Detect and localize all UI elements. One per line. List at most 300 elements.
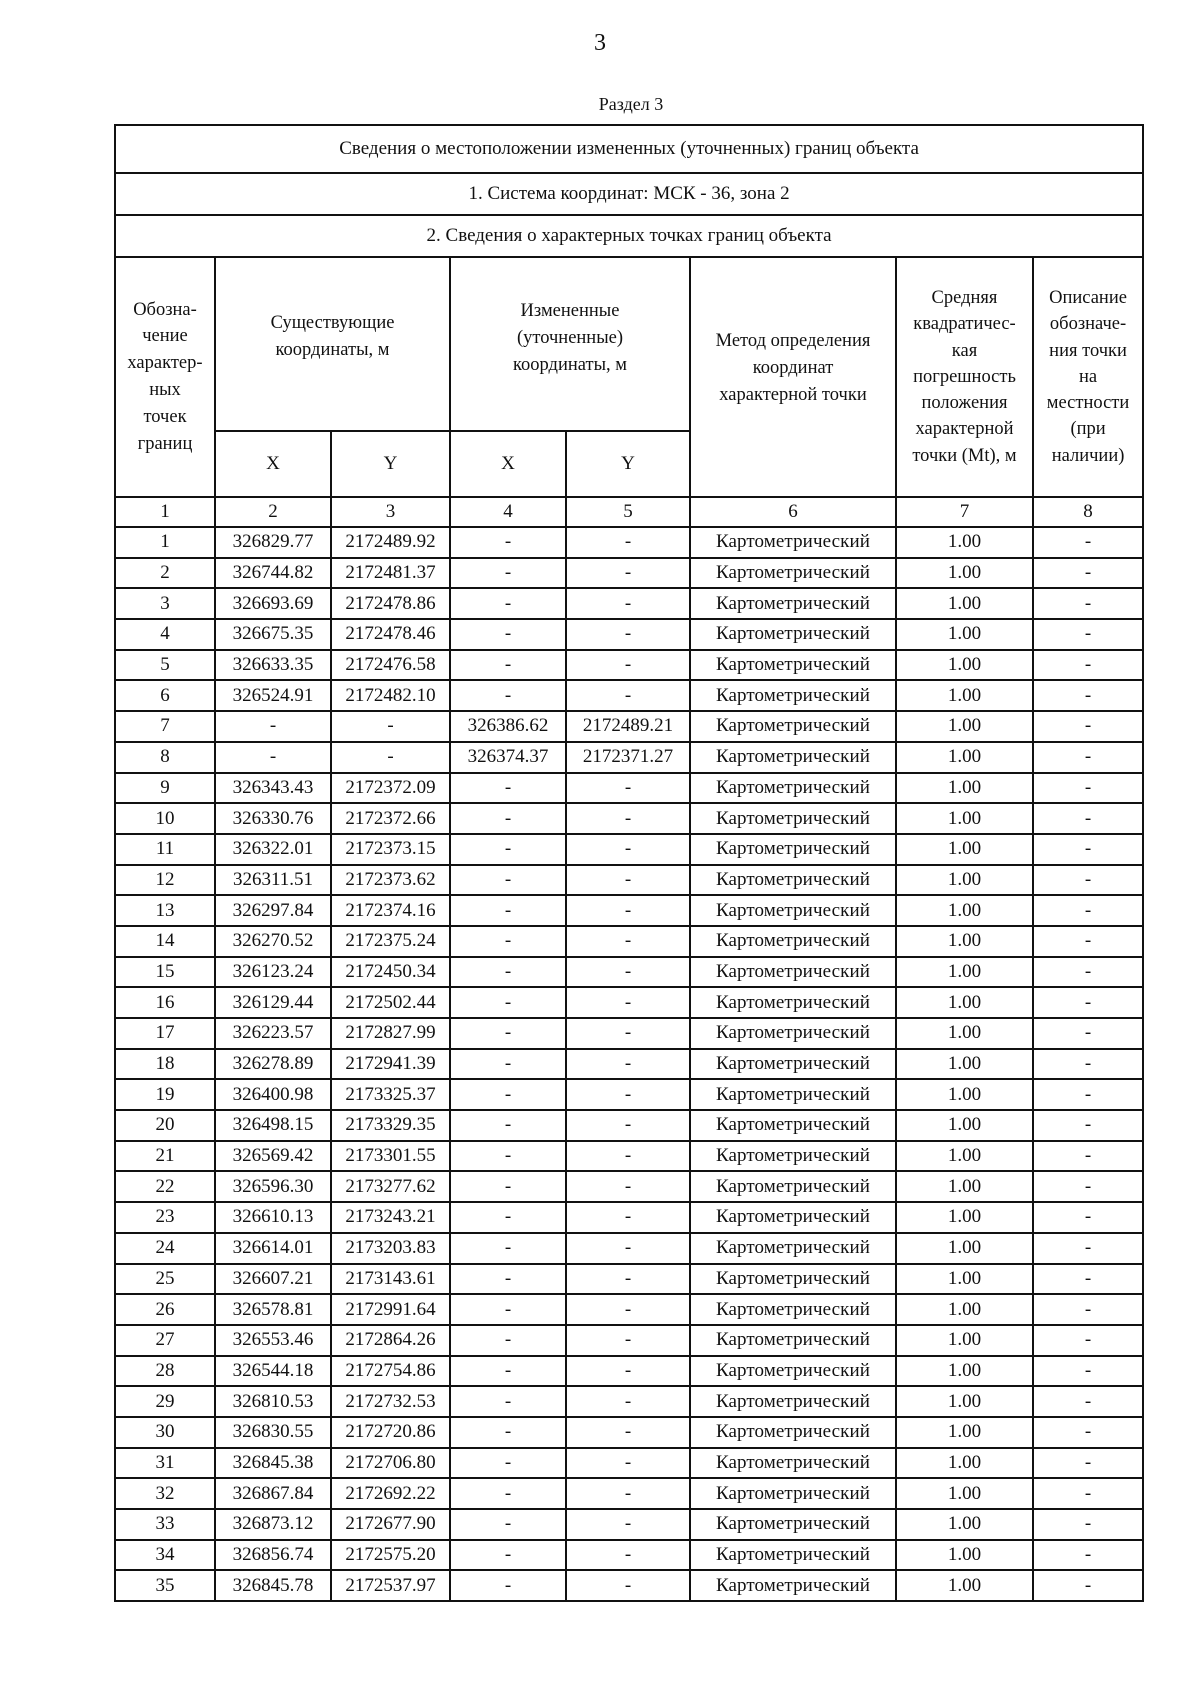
description-cell: - xyxy=(1033,1018,1143,1049)
table-row xyxy=(115,865,1143,896)
accuracy-cell: 1.00 xyxy=(896,1141,1033,1172)
column-number-row xyxy=(115,497,1143,527)
changed-y-cell: - xyxy=(566,1079,690,1110)
method-cell: Картометрический xyxy=(690,834,896,865)
accuracy-cell: 1.00 xyxy=(896,773,1033,804)
existing-x-cell: 326544.18 xyxy=(215,1356,331,1387)
accuracy-cell: 1.00 xyxy=(896,1478,1033,1509)
point-number-cell: 20 xyxy=(115,1110,215,1141)
changed-y-cell: - xyxy=(566,1294,690,1325)
changed-x-cell: - xyxy=(450,987,566,1018)
existing-y-cell: 2173243.21 xyxy=(331,1202,450,1233)
table-row xyxy=(115,895,1143,926)
changed-x-cell: - xyxy=(450,1110,566,1141)
accuracy-cell: 1.00 xyxy=(896,803,1033,834)
existing-y-cell: 2172372.09 xyxy=(331,773,450,804)
description-cell: - xyxy=(1033,895,1143,926)
table-row xyxy=(115,1356,1143,1387)
existing-x-cell: 326845.38 xyxy=(215,1448,331,1479)
changed-y-cell: - xyxy=(566,1171,690,1202)
table-row xyxy=(115,987,1143,1018)
existing-y-cell: 2173325.37 xyxy=(331,1079,450,1110)
column-number-cell: 5 xyxy=(566,497,690,527)
point-number-cell: 25 xyxy=(115,1264,215,1295)
existing-x-cell: 326856.74 xyxy=(215,1540,331,1571)
changed-y-cell: - xyxy=(566,1356,690,1387)
method-cell: Картометрический xyxy=(690,1356,896,1387)
existing-y-cell: 2172575.20 xyxy=(331,1540,450,1571)
point-number-cell: 30 xyxy=(115,1417,215,1448)
existing-y-cell: 2172478.86 xyxy=(331,588,450,619)
accuracy-cell: 1.00 xyxy=(896,588,1033,619)
existing-y-cell: 2172374.16 xyxy=(331,895,450,926)
point-number-cell: 10 xyxy=(115,803,215,834)
accuracy-cell: 1.00 xyxy=(896,742,1033,773)
point-number-cell: 26 xyxy=(115,1294,215,1325)
section-label: Раздел 3 xyxy=(598,94,664,114)
existing-x-cell: 326610.13 xyxy=(215,1202,331,1233)
accuracy-cell: 1.00 xyxy=(896,1386,1033,1417)
changed-x-cell: - xyxy=(450,1294,566,1325)
existing-y-cell: - xyxy=(331,711,450,742)
description-cell: - xyxy=(1033,558,1143,589)
description-cell: - xyxy=(1033,803,1143,834)
method-cell: Картометрический xyxy=(690,650,896,681)
description-cell: - xyxy=(1033,1386,1143,1417)
existing-x-cell: 326810.53 xyxy=(215,1386,331,1417)
point-number-cell: 16 xyxy=(115,987,215,1018)
column-number-cell: 1 xyxy=(115,497,215,527)
accuracy-cell: 1.00 xyxy=(896,1049,1033,1080)
changed-y-cell: - xyxy=(566,834,690,865)
method-cell: Картометрический xyxy=(690,1570,896,1601)
accuracy-cell: 1.00 xyxy=(896,1570,1033,1601)
changed-y-cell: - xyxy=(566,926,690,957)
existing-y-cell: 2172864.26 xyxy=(331,1325,450,1356)
accuracy-cell: 1.00 xyxy=(896,527,1033,558)
existing-y-cell: 2172732.53 xyxy=(331,1386,450,1417)
changed-y-cell: - xyxy=(566,680,690,711)
method-cell: Картометрический xyxy=(690,1264,896,1295)
method-cell: Картометрический xyxy=(690,1478,896,1509)
existing-y-cell: 2172373.62 xyxy=(331,865,450,896)
existing-y-cell: 2172720.86 xyxy=(331,1417,450,1448)
existing-x-cell: - xyxy=(215,711,331,742)
table-row xyxy=(115,1570,1143,1601)
accuracy-cell: 1.00 xyxy=(896,926,1033,957)
method-cell: Картометрический xyxy=(690,957,896,988)
changed-x-cell: - xyxy=(450,1448,566,1479)
changed-x-cell: - xyxy=(450,680,566,711)
method-cell: Картометрический xyxy=(690,1171,896,1202)
existing-y-cell: 2172450.34 xyxy=(331,957,450,988)
accuracy-cell: 1.00 xyxy=(896,987,1033,1018)
table-row xyxy=(115,1417,1143,1448)
table-row xyxy=(115,1171,1143,1202)
accuracy-cell: 1.00 xyxy=(896,1356,1033,1387)
method-cell: Картометрический xyxy=(690,1079,896,1110)
changed-y-cell: - xyxy=(566,1448,690,1479)
existing-x-cell: 326223.57 xyxy=(215,1018,331,1049)
changed-y-cell: - xyxy=(566,1202,690,1233)
existing-y-cell: 2172372.66 xyxy=(331,803,450,834)
header-accuracy-text: Средняя квадратичес- кая погрешность положения характерной точки (Mt), м xyxy=(912,288,1017,466)
description-cell: - xyxy=(1033,588,1143,619)
description-cell: - xyxy=(1033,1233,1143,1264)
changed-y-cell: - xyxy=(566,1233,690,1264)
description-cell: - xyxy=(1033,1171,1143,1202)
existing-x-cell: 326607.21 xyxy=(215,1264,331,1295)
table-row xyxy=(115,650,1143,681)
existing-y-cell: 2172941.39 xyxy=(331,1049,450,1080)
description-cell: - xyxy=(1033,1540,1143,1571)
changed-x-cell: - xyxy=(450,865,566,896)
existing-x-cell: 326129.44 xyxy=(215,987,331,1018)
column-number-cell: 3 xyxy=(331,497,450,527)
description-cell: - xyxy=(1033,1202,1143,1233)
table-row xyxy=(115,773,1143,804)
method-cell: Картометрический xyxy=(690,926,896,957)
column-number-cell: 7 xyxy=(896,497,1033,527)
accuracy-cell: 1.00 xyxy=(896,1202,1033,1233)
description-cell: - xyxy=(1033,987,1143,1018)
changed-x-cell: - xyxy=(450,527,566,558)
accuracy-cell: 1.00 xyxy=(896,957,1033,988)
accuracy-cell: 1.00 xyxy=(896,1540,1033,1571)
table-row xyxy=(115,803,1143,834)
changed-y-cell: - xyxy=(566,773,690,804)
header-accuracy xyxy=(896,257,1033,497)
description-cell: - xyxy=(1033,1478,1143,1509)
header-description xyxy=(1033,257,1143,497)
point-number-cell: 19 xyxy=(115,1079,215,1110)
accuracy-cell: 1.00 xyxy=(896,558,1033,589)
point-number-cell: 8 xyxy=(115,742,215,773)
existing-x-cell: 326873.12 xyxy=(215,1509,331,1540)
existing-x-cell: 326278.89 xyxy=(215,1049,331,1080)
table-row xyxy=(115,1141,1143,1172)
changed-x-cell: - xyxy=(450,1540,566,1571)
description-cell: - xyxy=(1033,711,1143,742)
existing-y-cell: 2172677.90 xyxy=(331,1509,450,1540)
method-cell: Картометрический xyxy=(690,1202,896,1233)
changed-y-cell: - xyxy=(566,1417,690,1448)
changed-x-cell: - xyxy=(450,558,566,589)
table-row xyxy=(115,1202,1143,1233)
point-number-cell: 17 xyxy=(115,1018,215,1049)
existing-y-cell: 2172827.99 xyxy=(331,1018,450,1049)
method-cell: Картометрический xyxy=(690,987,896,1018)
header-changed-y: Y xyxy=(566,431,690,497)
method-cell: Картометрический xyxy=(690,1018,896,1049)
table-row xyxy=(115,1386,1143,1417)
method-cell: Картометрический xyxy=(690,1448,896,1479)
description-cell: - xyxy=(1033,834,1143,865)
point-number-cell: 12 xyxy=(115,865,215,896)
changed-x-cell: - xyxy=(450,650,566,681)
existing-x-cell: 326675.35 xyxy=(215,619,331,650)
existing-y-cell: 2172489.92 xyxy=(331,527,450,558)
method-cell: Картометрический xyxy=(690,1540,896,1571)
changed-x-cell: - xyxy=(450,1079,566,1110)
description-cell: - xyxy=(1033,1264,1143,1295)
changed-x-cell: - xyxy=(450,1141,566,1172)
changed-y-cell: - xyxy=(566,895,690,926)
changed-y-cell: 2172371.27 xyxy=(566,742,690,773)
changed-x-cell: - xyxy=(450,1356,566,1387)
existing-x-cell: 326633.35 xyxy=(215,650,331,681)
existing-x-cell: 326270.52 xyxy=(215,926,331,957)
existing-y-cell: 2172478.46 xyxy=(331,619,450,650)
description-cell: - xyxy=(1033,1294,1143,1325)
existing-x-cell: 326123.24 xyxy=(215,957,331,988)
method-cell: Картометрический xyxy=(690,1110,896,1141)
existing-y-cell: 2172537.97 xyxy=(331,1570,450,1601)
existing-y-cell: 2173301.55 xyxy=(331,1141,450,1172)
table-row xyxy=(115,1509,1143,1540)
accuracy-cell: 1.00 xyxy=(896,1509,1033,1540)
header-existing-y: Y xyxy=(331,431,450,497)
accuracy-cell: 1.00 xyxy=(896,1233,1033,1264)
changed-x-cell: - xyxy=(450,926,566,957)
description-cell: - xyxy=(1033,680,1143,711)
accuracy-cell: 1.00 xyxy=(896,1325,1033,1356)
changed-y-cell: - xyxy=(566,1049,690,1080)
changed-x-cell: - xyxy=(450,588,566,619)
description-cell: - xyxy=(1033,1509,1143,1540)
existing-y-cell: 2172502.44 xyxy=(331,987,450,1018)
method-cell: Картометрический xyxy=(690,1233,896,1264)
header-existing-coordinates xyxy=(215,257,450,431)
accuracy-cell: 1.00 xyxy=(896,680,1033,711)
existing-y-cell: 2172482.10 xyxy=(331,680,450,711)
table-row xyxy=(115,1079,1143,1110)
point-number-cell: 5 xyxy=(115,650,215,681)
column-number-cell: 2 xyxy=(215,497,331,527)
changed-x-cell: - xyxy=(450,1264,566,1295)
point-number-cell: 2 xyxy=(115,558,215,589)
accuracy-cell: 1.00 xyxy=(896,1110,1033,1141)
description-cell: - xyxy=(1033,650,1143,681)
changed-x-cell: - xyxy=(450,1202,566,1233)
changed-x-cell: - xyxy=(450,1325,566,1356)
table-row xyxy=(115,957,1143,988)
points-caption: 2. Сведения о характерных точках границ объекта xyxy=(115,215,1143,257)
header-changed-x: X xyxy=(450,431,566,497)
changed-x-cell: - xyxy=(450,1386,566,1417)
header-existing-text: Существующие координаты, м xyxy=(270,313,395,360)
existing-y-cell: 2172991.64 xyxy=(331,1294,450,1325)
existing-x-cell: 326400.98 xyxy=(215,1079,331,1110)
table-row xyxy=(115,1325,1143,1356)
description-cell: - xyxy=(1033,1325,1143,1356)
point-number-cell: 1 xyxy=(115,527,215,558)
method-cell: Картометрический xyxy=(690,742,896,773)
existing-x-cell: 326845.78 xyxy=(215,1570,331,1601)
point-number-cell: 23 xyxy=(115,1202,215,1233)
existing-x-cell: 326693.69 xyxy=(215,588,331,619)
method-cell: Картометрический xyxy=(690,1294,896,1325)
header-method-text: Метод определения координат характерной точки xyxy=(715,331,871,405)
header-changed-text: Измененные (уточненные) координаты, м xyxy=(513,301,627,375)
table-row xyxy=(115,1049,1143,1080)
table-row xyxy=(115,711,1143,742)
changed-x-cell: - xyxy=(450,1478,566,1509)
changed-y-cell: - xyxy=(566,558,690,589)
description-cell: - xyxy=(1033,742,1143,773)
method-cell: Картометрический xyxy=(690,1417,896,1448)
changed-y-cell: - xyxy=(566,1018,690,1049)
table-row xyxy=(115,1540,1143,1571)
accuracy-cell: 1.00 xyxy=(896,619,1033,650)
table-row xyxy=(115,558,1143,589)
method-cell: Картометрический xyxy=(690,865,896,896)
changed-x-cell: - xyxy=(450,1509,566,1540)
method-cell: Картометрический xyxy=(690,1049,896,1080)
existing-y-cell: 2173329.35 xyxy=(331,1110,450,1141)
changed-y-cell: - xyxy=(566,957,690,988)
changed-x-cell: - xyxy=(450,1570,566,1601)
existing-y-cell: 2173203.83 xyxy=(331,1233,450,1264)
column-number-cell: 8 xyxy=(1033,497,1143,527)
changed-x-cell: - xyxy=(450,773,566,804)
changed-y-cell: - xyxy=(566,1509,690,1540)
existing-x-cell: 326596.30 xyxy=(215,1171,331,1202)
changed-y-cell: - xyxy=(566,803,690,834)
changed-x-cell: - xyxy=(450,834,566,865)
changed-y-cell: - xyxy=(566,1540,690,1571)
changed-y-cell: - xyxy=(566,650,690,681)
existing-y-cell: 2172481.37 xyxy=(331,558,450,589)
changed-y-cell: - xyxy=(566,865,690,896)
changed-y-cell: - xyxy=(566,588,690,619)
changed-x-cell: - xyxy=(450,803,566,834)
description-cell: - xyxy=(1033,957,1143,988)
existing-y-cell: 2172375.24 xyxy=(331,926,450,957)
changed-y-cell: - xyxy=(566,1264,690,1295)
description-cell: - xyxy=(1033,619,1143,650)
point-number-cell: 18 xyxy=(115,1049,215,1080)
header-point-designation xyxy=(115,257,215,497)
changed-x-cell: - xyxy=(450,1049,566,1080)
method-cell: Картометрический xyxy=(690,1509,896,1540)
existing-y-cell: 2172692.22 xyxy=(331,1478,450,1509)
description-cell: - xyxy=(1033,926,1143,957)
point-number-cell: 13 xyxy=(115,895,215,926)
changed-x-cell: - xyxy=(450,1171,566,1202)
table-row xyxy=(115,527,1143,558)
point-number-cell: 31 xyxy=(115,1448,215,1479)
existing-x-cell: 326343.43 xyxy=(215,773,331,804)
point-number-cell: 33 xyxy=(115,1509,215,1540)
table-title: Сведения о местоположении измененных (уточненных) границ объекта xyxy=(115,125,1143,173)
changed-x-cell: - xyxy=(450,957,566,988)
changed-x-cell: - xyxy=(450,895,566,926)
accuracy-cell: 1.00 xyxy=(896,1294,1033,1325)
header-description-text: Описание обозначе- ния точки на местности (при наличии) xyxy=(1046,288,1130,466)
method-cell: Картометрический xyxy=(690,895,896,926)
point-number-cell: 15 xyxy=(115,957,215,988)
existing-y-cell: 2172754.86 xyxy=(331,1356,450,1387)
table-row xyxy=(115,1264,1143,1295)
changed-y-cell: - xyxy=(566,1570,690,1601)
changed-x-cell: 326386.62 xyxy=(450,711,566,742)
table-row xyxy=(115,619,1143,650)
accuracy-cell: 1.00 xyxy=(896,1171,1033,1202)
existing-x-cell: 326829.77 xyxy=(215,527,331,558)
accuracy-cell: 1.00 xyxy=(896,1448,1033,1479)
existing-x-cell: 326311.51 xyxy=(215,865,331,896)
accuracy-cell: 1.00 xyxy=(896,1417,1033,1448)
existing-x-cell: - xyxy=(215,742,331,773)
method-cell: Картометрический xyxy=(690,527,896,558)
accuracy-cell: 1.00 xyxy=(896,1264,1033,1295)
existing-y-cell: 2173277.62 xyxy=(331,1171,450,1202)
page-number: 3 xyxy=(594,30,606,56)
table-row xyxy=(115,680,1143,711)
column-number-cell: 4 xyxy=(450,497,566,527)
existing-x-cell: 326498.15 xyxy=(215,1110,331,1141)
table-row xyxy=(115,1233,1143,1264)
accuracy-cell: 1.00 xyxy=(896,711,1033,742)
table-row xyxy=(115,926,1143,957)
point-number-cell: 6 xyxy=(115,680,215,711)
point-number-cell: 24 xyxy=(115,1233,215,1264)
point-number-cell: 3 xyxy=(115,588,215,619)
table-row xyxy=(115,1110,1143,1141)
accuracy-cell: 1.00 xyxy=(896,895,1033,926)
existing-x-cell: 326867.84 xyxy=(215,1478,331,1509)
changed-x-cell: - xyxy=(450,1018,566,1049)
header-existing-x: X xyxy=(215,431,331,497)
accuracy-cell: 1.00 xyxy=(896,650,1033,681)
changed-x-cell: 326374.37 xyxy=(450,742,566,773)
changed-y-cell: - xyxy=(566,1386,690,1417)
table-row xyxy=(115,1294,1143,1325)
point-number-cell: 28 xyxy=(115,1356,215,1387)
table-row xyxy=(115,588,1143,619)
accuracy-cell: 1.00 xyxy=(896,1018,1033,1049)
description-cell: - xyxy=(1033,527,1143,558)
description-cell: - xyxy=(1033,865,1143,896)
method-cell: Картометрический xyxy=(690,1141,896,1172)
table-row xyxy=(115,1448,1143,1479)
method-cell: Картометрический xyxy=(690,1386,896,1417)
existing-y-cell: - xyxy=(331,742,450,773)
point-number-cell: 21 xyxy=(115,1141,215,1172)
existing-x-cell: 326524.91 xyxy=(215,680,331,711)
description-cell: - xyxy=(1033,1079,1143,1110)
existing-x-cell: 326578.81 xyxy=(215,1294,331,1325)
existing-y-cell: 2172706.80 xyxy=(331,1448,450,1479)
existing-x-cell: 326330.76 xyxy=(215,803,331,834)
point-number-cell: 11 xyxy=(115,834,215,865)
changed-y-cell: - xyxy=(566,1325,690,1356)
changed-x-cell: - xyxy=(450,619,566,650)
point-number-cell: 4 xyxy=(115,619,215,650)
header-point-designation-text: Обозна- чение характер- ных точек границ xyxy=(127,299,203,454)
point-number-cell: 22 xyxy=(115,1171,215,1202)
existing-x-cell: 326569.42 xyxy=(215,1141,331,1172)
table-row xyxy=(115,742,1143,773)
existing-x-cell: 326744.82 xyxy=(215,558,331,589)
changed-y-cell: - xyxy=(566,527,690,558)
description-cell: - xyxy=(1033,1448,1143,1479)
point-number-cell: 29 xyxy=(115,1386,215,1417)
existing-x-cell: 326553.46 xyxy=(215,1325,331,1356)
existing-y-cell: 2172373.15 xyxy=(331,834,450,865)
method-cell: Картометрический xyxy=(690,803,896,834)
